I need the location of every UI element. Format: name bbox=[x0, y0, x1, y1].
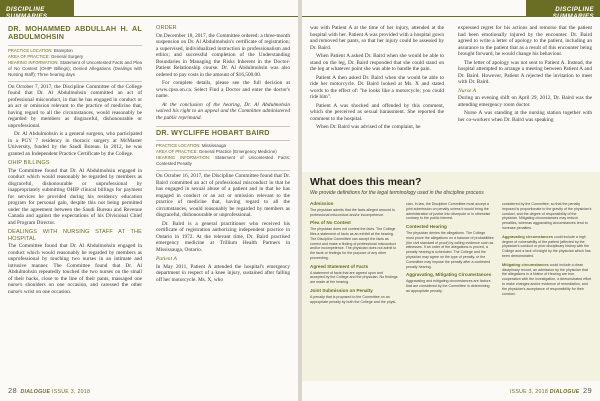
practice-location: PRACTICE LOCATION: Mississauga bbox=[156, 143, 227, 149]
doctor-name-heading: DR. WYCLIFFE HOBART BAIRD bbox=[156, 128, 270, 137]
body-paragraph: Dr. Baird is a general practitioner who received his certificate of registration authorizing independent practice in Ontario in 1972. At the relevant time, Dr. Baird practised emergency medicine at Trillium Health Partners in Mississauga, Ontario. bbox=[156, 220, 290, 253]
header-rule-left bbox=[74, 16, 298, 17]
column-2 bbox=[156, 25, 290, 285]
subheading-patient-a: Patient A bbox=[156, 256, 177, 263]
divider bbox=[8, 81, 142, 82]
glossary-definition: A statement of facts that are agreed upon and accepted by the College and the physician. No findings are made at the hearing. bbox=[310, 270, 398, 285]
divider bbox=[156, 140, 290, 141]
glossary-term: Joint Submission on Penalty bbox=[310, 287, 373, 293]
body-paragraph: The Committee found that Dr. Al Abdulmohsin engaged in conduct which would reasonably be regarded by members as disgraceful, dishonourable or unprofessional by inappropriately submitting OHIP clinical billings for payment for services he provided during his residency education program for personal gain, despite this not being permitted under the agreement between the Saudi Bureau and Revenue Canada and against the expectations of his Divisional Chief and Program Director. bbox=[8, 167, 142, 226]
practice-location: PRACTICE LOCATION: Brampton bbox=[8, 47, 73, 53]
body-paragraph: Patient A then asked Dr. Baird when she would be able to ride her motorcycle. Dr. Baird looked at Ms. X and stated words to the effect of: "he looks like a motorcycle; you could ride him". bbox=[310, 74, 444, 100]
column-4 bbox=[458, 25, 592, 125]
hearing-information: HEARING INFORMATION: Statement of Uncontested Facts and Plea of No Contest (OHIP Billings); Denied Allegations (Dealings with Nursing Staff); Three hearing days bbox=[8, 59, 142, 77]
body-paragraph: During an evening shift on April 29, 2012, Dr. Baird was the attending emergency room doctor. bbox=[458, 95, 592, 108]
glossary-definition: considered by the Committee, so that the penalty imposed is proportionate to the gravity of the physician's conduct, and the degree of responsibility of the physician. Mitigating circumstances may reduce penalties, whereas aggravating circumstances tend to increase penalties. bbox=[502, 202, 592, 230]
footer-left bbox=[8, 386, 90, 395]
magazine-name: DIALOGUE bbox=[549, 389, 580, 395]
divider bbox=[8, 45, 142, 46]
issue-label: ISSUE 3, 2018 bbox=[509, 389, 549, 395]
glossary-box bbox=[302, 172, 600, 381]
body-paragraph: The Committee found that Dr. Al Abdulmohsin engaged in conduct which would reasonably be regarded by members as unprofessional by touching two nurses in an intimate and intrusive manner. The Committee found that Dr. Al Abdulmohsin repeatedly touched the two nurses on the small of their backs, close to the line of their pants, massaged one nurse's shoulders on one occasion, and caressed the other nurse's wrist on one occasion. bbox=[8, 243, 142, 295]
glossary-definition: cian. In law, the Discipline Committee must accept a joint submission on penalty unless it would bring the administration of justice into disrepute or is otherwise contrary to the public interest. bbox=[406, 202, 491, 221]
divider bbox=[156, 126, 290, 127]
subheading-ohip-billings: OHIP BILLINGS bbox=[8, 160, 50, 167]
section-tab-right: DISCIPLINE SUMMARIES bbox=[526, 0, 600, 17]
appeal-note: At the conclusion of the hearing, Dr. Al Abdulmohsin waived his right to an appeal and the Committee administered the public reprimand. bbox=[156, 101, 290, 121]
glossary-column-3 bbox=[502, 202, 592, 296]
column-1 bbox=[8, 25, 142, 297]
body-paragraph: expressed regret for his actions and remorse that the patient had been emotionally injured by the encounter. Dr. Baird agreed to write a letter of apology to the patient, including an assurance to the patient that as a result of this encounter being brought forward, he would change his behaviour. bbox=[458, 25, 592, 57]
column-3 bbox=[310, 25, 444, 133]
footer-right bbox=[510, 386, 592, 395]
section-tab-left: DISCIPLINE SUMMARIES bbox=[0, 0, 74, 17]
glossary-definition: Mitigating circumstances could include a clean disciplinary record, an admission by the physician that the allegations in a Notice of Hearing are true, cooperation with the investigation, a demonstrated effort to make changes and/or evidence of remediation, and the physician's acceptance of responsibility for their conduct. bbox=[502, 261, 592, 296]
glossary-definition: A penalty that is proposed to the Committee on an appropriate penalty by both the College and the physi- bbox=[310, 294, 397, 304]
glossary-column-2 bbox=[406, 202, 494, 294]
glossary-subtitle: We provide definitions for the legal terminology used in the discipline process bbox=[310, 190, 484, 196]
subheading-nurse-a: Nurse A bbox=[458, 87, 477, 94]
glossary-column-1 bbox=[310, 202, 398, 304]
body-paragraph: When Patient A asked Dr. Baird when she would be able to stand on the leg, Dr. Baird responded that she could stand on the leg at whatever point she was able to handle the pain. bbox=[310, 53, 444, 72]
page-number: 28 bbox=[8, 386, 17, 395]
body-paragraph: On December 18, 2017, the Committee ordered: a three-month suspension on Dr. Al Abdulmohsin's certificate of registration; a supervised, individualized instruction in professionalism and ethics; and successful completion of the Understanding Boundaries in Managing the Risks Inherent in the Doctor-Patient Relationship course. Dr. Al Abdulmohsin was also ordered to pay costs in the amount of $16,500.00. bbox=[156, 32, 290, 78]
body-paragraph: On October 16, 2017, the Discipline Committee found that Dr. Baird committed an act of professional misconduct in that he has engaged in sexual abuse of a patient and in that he has engaged in conduct or an act or omission relevant to the practice of medicine that, having regard to all the circumstances, would reasonably be regarded by members as disgraceful, dishonourable or unprofessional. bbox=[156, 173, 290, 219]
body-paragraph: Patient A was shocked and offended by this comment, which she perceived as sexual harassment. She reported the comment to the hospital. bbox=[310, 102, 444, 122]
hearing-information: HEARING INFORMATION: Statement of Uncontested Facts; Contested Penalty bbox=[156, 155, 290, 167]
area-of-practice: AREA OF PRACTICE: General Practice (Emergency Medicine) bbox=[156, 149, 277, 155]
subheading-order: ORDER bbox=[156, 25, 177, 31]
glossary-definition: Aggravating circumstances could include a high degree of vulnerability of the patient (affected by the physician's conduct or prior disciplinary history with the College and a lack of insight by the physician which has been demonstrated. bbox=[502, 233, 591, 258]
glossary-definition: The physician admits that the facts alleged amount to professional misconduct and/or incompetence. bbox=[310, 207, 395, 217]
body-paragraph: On October 7, 2017, the Discipline Committee of the College found that Dr. Al Abdulmohsin committed an act of professional misconduct, in that he has engaged in conduct or an act or omission relevant to the practice of medicine that, having regard to all the circumstances, would reasonably be regarded by members as disgraceful, dishonourable or unprofessional. bbox=[8, 83, 142, 129]
glossary-term: Contested Hearing bbox=[406, 224, 447, 230]
header-rule-right bbox=[302, 16, 526, 17]
subheading-nursing-staff: DEALINGS WITH NURSING STAFF AT THE HOSPITAL bbox=[8, 229, 142, 242]
glossary-term: Plea of No Contest bbox=[310, 220, 351, 226]
body-paragraph: In May 2011, Patient A attended the hospital's emergency department in respect of a knee injury, sustained after falling off her motorcycle. Ms. X, who bbox=[156, 263, 290, 283]
magazine-name: DIALOGUE bbox=[20, 389, 51, 395]
page-number: 29 bbox=[583, 386, 592, 395]
glossary-definition: The physician denies the allegations. The College must prove the allegations on a balance of probabilities (the civil standard of proof) by calling evidence such as witnesses. If an order of the allegations is proved, a penalty hearing is scheduled. The College and the physician may agree on the type of penalty, or the Committee may impose the penalty after a contested penalty hearing. bbox=[406, 230, 494, 269]
body-paragraph: When Dr. Baird was advised of the complaint, he bbox=[316, 124, 421, 130]
glossary-term: Aggravating, Mitigating Circumstances bbox=[406, 272, 492, 278]
body-paragraph: Dr. Al Abdulmohsin is a general surgeon, who participated in a PGY 7 residency in thoracic surgery at McMaster University, funded by the Saudi Bureau. In 2012, he was granted an Independent Practice Certificate by the College. bbox=[8, 131, 142, 157]
glossary-title: What does this mean? bbox=[310, 176, 422, 188]
issue-label: ISSUE 3, 2018 bbox=[51, 389, 91, 395]
doctor-name-heading: DR. MOHAMMED ABDULLAH H. AL ABDULMOHSIN bbox=[8, 24, 142, 42]
glossary-term: Admission bbox=[310, 201, 334, 206]
area-of-practice: AREA OF PRACTICE: General Surgery bbox=[8, 53, 84, 59]
glossary-definition: The physician does not contest the facts. The College files a statement of facts as an exhibit at the hearing. The Discipline Committee can accept the facts as correct and make a finding of professional misconduct and/or incompetence. The physician does not admit to the facts or findings for the purpose of any other proceeding. bbox=[310, 227, 397, 260]
body-paragraph: was with Patient A at the time of her injury, attended at the hospital with her. Patient A was provided with a hospital gown and removed her pants, so that her injury could be assessed by Dr. Baird. bbox=[310, 25, 444, 51]
glossary-term: Agreed Statement of Facts bbox=[310, 263, 369, 269]
divider bbox=[156, 170, 290, 171]
glossary-definition: Aggravating and mitigating circumstances are factors that are considered by the Committee in determining an appropriate penalty. bbox=[406, 279, 491, 293]
body-paragraph: For complete details, please see the full decision at www.cpso.on.ca. Select Find a Doctor and enter the doctor's name. bbox=[156, 80, 290, 99]
body-paragraph: Nurse A was standing at the nursing station together with her co-workers when Dr. Baird was speaking bbox=[458, 110, 592, 123]
body-paragraph: The letter of apology was not sent to Patient A. Instead, the hospital attempted to arrange a meeting between Patient A and Dr. Baird. However, Patient A rejected the invitation to meet with Dr. Baird. bbox=[458, 59, 592, 85]
